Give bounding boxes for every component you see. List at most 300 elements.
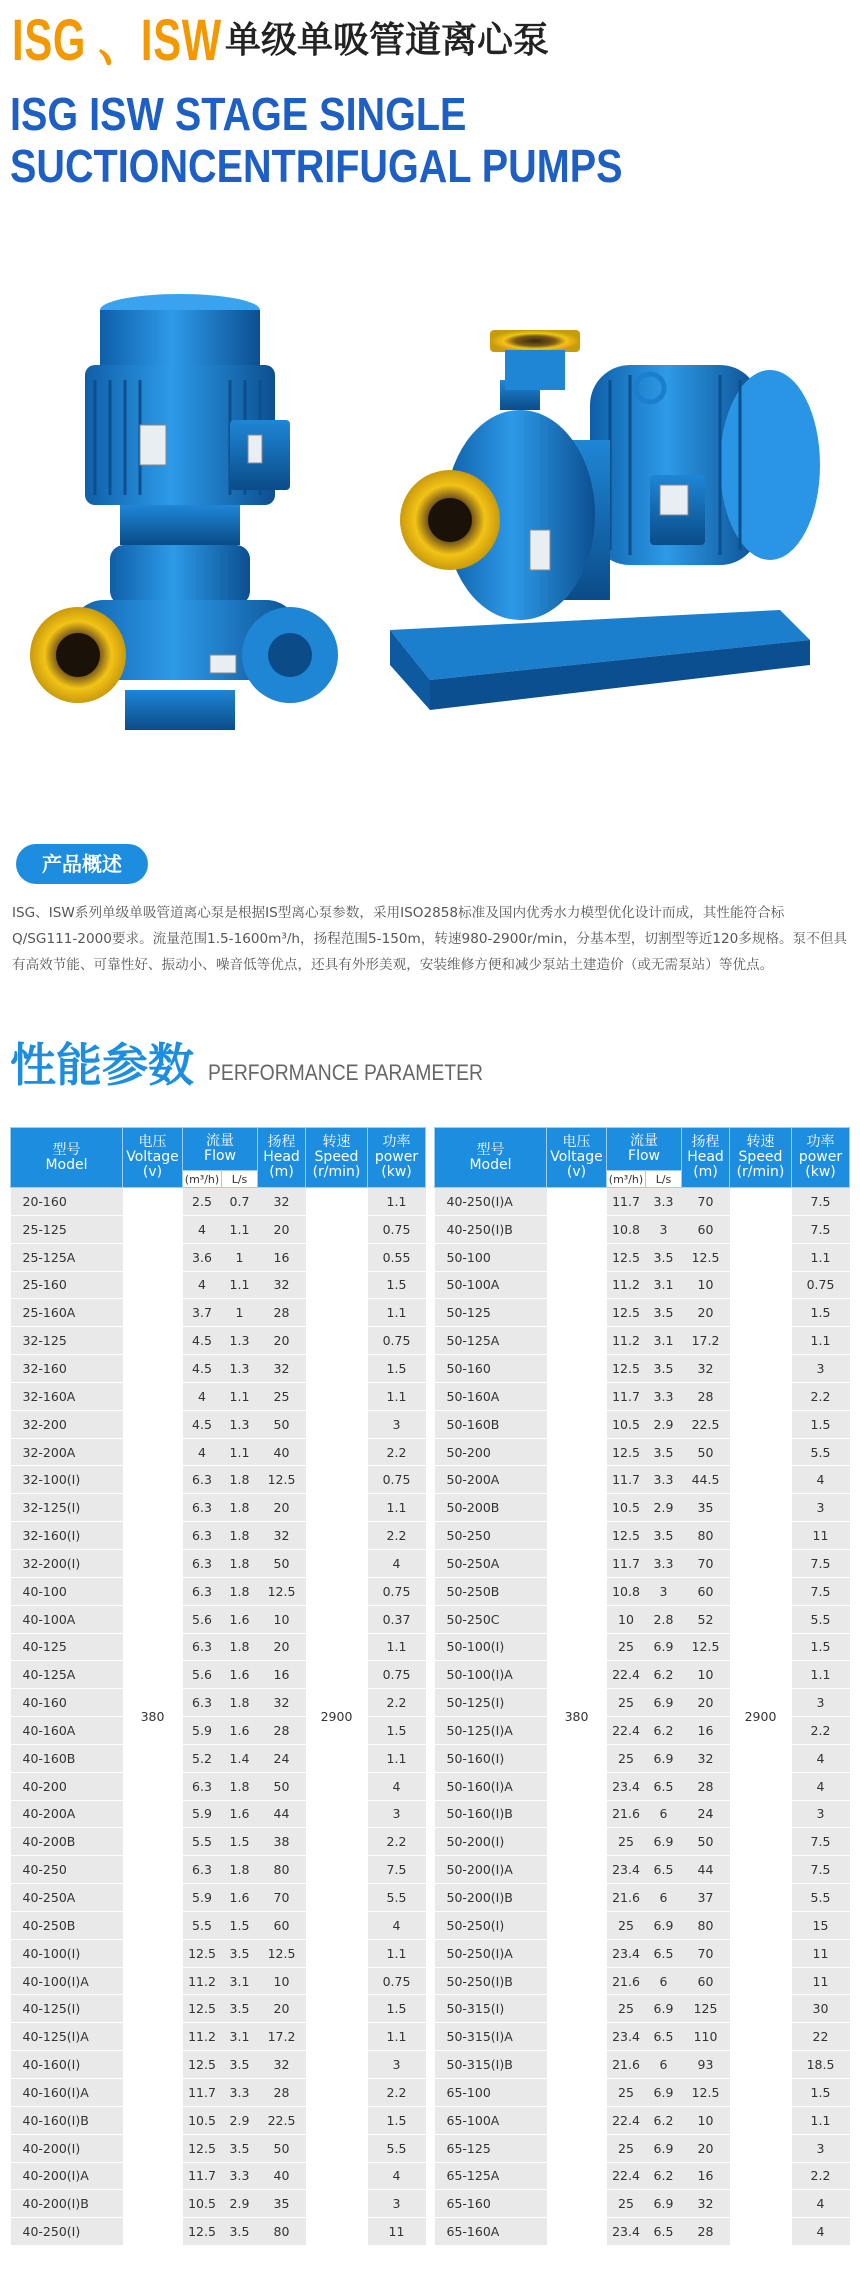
overview-text: ISG、ISW系列单级单吸管道离心泵是根据IS型离心泵参数，采用ISO2858标准及国内优秀水力模型优化设计而成，其性能符合标Q/SG111-2000要求。流量范围1.5-1600m³/h，扬程范围5-150m，转速980-2900r/min，分基本型，切割型等近120多规格。泵不但具有高效节能、可靠性好、振动小、噪音低等优点，还具有外形美观，安装维修方便和减少泵站土建造价（或无需泵站）等优点。 xyxy=(12,905,848,973)
cell-power: 2.2 xyxy=(368,1689,426,1717)
cell-flow-m3h: 3.6 xyxy=(183,1243,222,1271)
cell-flow-m3h: 23.4 xyxy=(607,1939,646,1967)
title-en-line1: ISG ISW STAGE SINGLE xyxy=(10,88,467,140)
cell-head: 28 xyxy=(682,1772,730,1800)
cell-flow-ls: 1.5 xyxy=(222,1828,258,1856)
cell-model: 50-200A xyxy=(435,1466,547,1494)
cell-flow-m3h: 12.5 xyxy=(607,1243,646,1271)
cell-flow-ls: 3.5 xyxy=(646,1522,682,1550)
cell-flow-m3h: 23.4 xyxy=(607,2218,646,2246)
cell-flow-ls: 2.8 xyxy=(646,1605,682,1633)
cell-model: 40-200(I)B xyxy=(11,2190,123,2218)
cell-head: 12.5 xyxy=(258,1466,306,1494)
cell-power: 1.1 xyxy=(368,1494,426,1522)
header-speed-line: 转速 xyxy=(322,1134,351,1150)
cell-power: 22 xyxy=(792,2023,850,2051)
cell-model: 50-315(I) xyxy=(435,1995,547,2023)
cell-model: 50-250(I) xyxy=(435,1911,547,1939)
cell-power: 4 xyxy=(792,2218,850,2246)
cell-model: 50-125(I)A xyxy=(435,1717,547,1745)
cell-model: 40-250B xyxy=(11,1911,123,1939)
cell-flow-m3h: 25 xyxy=(607,2079,646,2107)
cell-flow-ls: 1.6 xyxy=(222,1661,258,1689)
cell-head: 38 xyxy=(258,1828,306,1856)
cell-flow-m3h: 6.3 xyxy=(183,1577,222,1605)
cell-power: 2.2 xyxy=(368,1828,426,1856)
cell-flow-ls: 3.5 xyxy=(222,2051,258,2079)
header-head-line: (m) xyxy=(269,1164,294,1180)
cell-power: 1.1 xyxy=(368,2023,426,2051)
cell-model: 50-200 xyxy=(435,1438,547,1466)
cell-flow-ls: 6.2 xyxy=(646,2106,682,2134)
cell-model: 50-250(I)B xyxy=(435,1967,547,1995)
cell-head: 40 xyxy=(258,2162,306,2190)
cell-model: 32-160 xyxy=(11,1355,123,1383)
cell-power: 3 xyxy=(792,1355,850,1383)
header-speed-line: Speed xyxy=(738,1149,783,1165)
cell-flow-m3h: 11.2 xyxy=(607,1271,646,1299)
cell-head: 12.5 xyxy=(258,1939,306,1967)
cell-power: 1.5 xyxy=(792,1410,850,1438)
cell-flow-m3h: 11.2 xyxy=(183,2023,222,2051)
cell-power: 3 xyxy=(368,1800,426,1828)
cell-speed: 2900 xyxy=(730,1188,792,2246)
cell-flow-ls: 6 xyxy=(646,1800,682,1828)
cell-power: 3 xyxy=(368,2190,426,2218)
cell-flow-m3h: 22.4 xyxy=(607,2106,646,2134)
cell-flow-ls: 1.8 xyxy=(222,1856,258,1884)
cell-flow-ls: 3 xyxy=(646,1215,682,1243)
cell-head: 16 xyxy=(258,1243,306,1271)
header-voltage-line: 电压 xyxy=(138,1134,167,1150)
cell-power: 4 xyxy=(368,2162,426,2190)
cell-head: 50 xyxy=(682,1438,730,1466)
cell-model: 40-250(I)A xyxy=(435,1188,547,1216)
cell-flow-ls: 6.9 xyxy=(646,1995,682,2023)
cell-power: 15 xyxy=(792,1911,850,1939)
header-model xyxy=(435,1128,547,1188)
cell-power: 0.55 xyxy=(368,1243,426,1271)
cell-power: 7.5 xyxy=(792,1577,850,1605)
cell-flow-ls: 2.9 xyxy=(646,1410,682,1438)
cell-power: 0.75 xyxy=(792,1271,850,1299)
cell-model: 25-160A xyxy=(11,1299,123,1327)
cell-head: 50 xyxy=(682,1828,730,1856)
cell-power: 18.5 xyxy=(792,2051,850,2079)
cell-flow-ls: 3.5 xyxy=(646,1355,682,1383)
pump-illustrations xyxy=(0,270,860,760)
cell-flow-m3h: 11.2 xyxy=(183,1967,222,1995)
cell-flow-ls: 3.5 xyxy=(646,1438,682,1466)
cell-head: 16 xyxy=(682,1717,730,1745)
cell-head: 25 xyxy=(258,1382,306,1410)
cell-power: 4 xyxy=(792,1744,850,1772)
cell-power: 4 xyxy=(792,1466,850,1494)
cell-speed: 2900 xyxy=(306,1188,368,2246)
cell-power: 4 xyxy=(368,1772,426,1800)
cell-model: 32-200(I) xyxy=(11,1549,123,1577)
cell-head: 40 xyxy=(258,1438,306,1466)
cell-flow-m3h: 10.5 xyxy=(607,1494,646,1522)
cell-power: 4 xyxy=(368,1911,426,1939)
cell-flow-ls: 1.8 xyxy=(222,1772,258,1800)
cell-flow-m3h: 4 xyxy=(183,1438,222,1466)
header-voltage-line: 电压 xyxy=(562,1134,591,1150)
cell-flow-ls: 1.1 xyxy=(222,1438,258,1466)
cell-head: 32 xyxy=(258,1522,306,1550)
header-model-line: 型号 xyxy=(476,1141,505,1158)
cell-flow-ls: 3.1 xyxy=(646,1327,682,1355)
cell-power: 1.1 xyxy=(792,2106,850,2134)
cell-head: 10 xyxy=(258,1605,306,1633)
cell-flow-m3h: 12.5 xyxy=(607,1522,646,1550)
cell-flow-ls: 1.8 xyxy=(222,1466,258,1494)
cell-flow-ls: 6.5 xyxy=(646,1939,682,1967)
cell-flow-m3h: 5.2 xyxy=(183,1744,222,1772)
cell-flow-m3h: 5.6 xyxy=(183,1661,222,1689)
cell-flow-m3h: 6.3 xyxy=(183,1689,222,1717)
cell-head: 70 xyxy=(682,1188,730,1216)
cell-power: 11 xyxy=(792,1967,850,1995)
cell-flow-m3h: 25 xyxy=(607,1744,646,1772)
header-flow xyxy=(183,1128,258,1171)
cell-head: 44.5 xyxy=(682,1466,730,1494)
header-head-line: Head xyxy=(263,1149,300,1165)
header-model xyxy=(11,1128,123,1188)
header-flow xyxy=(607,1128,682,1171)
cell-flow-m3h: 2.5 xyxy=(183,1188,222,1216)
cell-model: 40-125 xyxy=(11,1633,123,1661)
cell-power: 1.1 xyxy=(792,1243,850,1271)
cell-model: 50-100A xyxy=(435,1271,547,1299)
cell-power: 5.5 xyxy=(368,1884,426,1912)
cell-flow-ls: 6.9 xyxy=(646,1633,682,1661)
cell-model: 32-160(I) xyxy=(11,1522,123,1550)
cell-flow-m3h: 11.7 xyxy=(183,2162,222,2190)
cell-head: 20 xyxy=(682,2134,730,2162)
cell-head: 93 xyxy=(682,2051,730,2079)
header-head-line: (m) xyxy=(693,1164,718,1180)
cell-model: 50-250(I)A xyxy=(435,1939,547,1967)
cell-flow-m3h: 4.5 xyxy=(183,1327,222,1355)
cell-model: 32-125(I) xyxy=(11,1494,123,1522)
cell-flow-ls: 1.3 xyxy=(222,1355,258,1383)
title-cn: 单级单吸管道离心泵 xyxy=(225,20,550,61)
cell-power: 30 xyxy=(792,1995,850,2023)
cell-power: 1.5 xyxy=(368,1995,426,2023)
cell-power: 4 xyxy=(792,2190,850,2218)
cell-model: 40-250A xyxy=(11,1884,123,1912)
cell-flow-m3h: 5.9 xyxy=(183,1717,222,1745)
header-power-line: 功率 xyxy=(806,1134,835,1150)
cell-head: 50 xyxy=(258,1549,306,1577)
cell-power: 1.5 xyxy=(368,1271,426,1299)
parameter-table-left xyxy=(10,1127,426,2246)
cell-flow-ls: 2.9 xyxy=(646,1494,682,1522)
cell-power: 5.5 xyxy=(792,1438,850,1466)
overview-label: 产品概述 xyxy=(16,844,148,884)
header-power-line: (kw) xyxy=(381,1164,412,1180)
title-en xyxy=(10,88,623,192)
cell-flow-ls: 3.5 xyxy=(222,2218,258,2246)
cell-power: 1.5 xyxy=(792,1299,850,1327)
cell-power: 2.2 xyxy=(792,1382,850,1410)
cell-model: 50-200(I)B xyxy=(435,1884,547,1912)
cell-flow-m3h: 23.4 xyxy=(607,1856,646,1884)
cell-power: 3 xyxy=(792,1494,850,1522)
cell-flow-m3h: 11.7 xyxy=(607,1188,646,1216)
header-flow-line: Flow xyxy=(204,1148,236,1165)
cell-power: 7.5 xyxy=(792,1215,850,1243)
cell-head: 20 xyxy=(258,1215,306,1243)
cell-model: 50-315(I)B xyxy=(435,2051,547,2079)
header-model-line: Model xyxy=(45,1156,88,1173)
cell-flow-m3h: 6.3 xyxy=(183,1522,222,1550)
cell-head: 17.2 xyxy=(682,1327,730,1355)
cell-power: 1.1 xyxy=(368,1299,426,1327)
cell-flow-ls: 3.5 xyxy=(222,1939,258,1967)
cell-voltage: 380 xyxy=(123,1188,183,2246)
cell-model: 40-125(I)A xyxy=(11,2023,123,2051)
cell-power: 5.5 xyxy=(792,1884,850,1912)
cell-model: 40-160B xyxy=(11,1744,123,1772)
header-voltage-line: Voltage xyxy=(550,1149,603,1165)
cell-power: 1.5 xyxy=(368,1355,426,1383)
cell-head: 22.5 xyxy=(682,1410,730,1438)
cell-flow-ls: 6.9 xyxy=(646,1828,682,1856)
cell-power: 1.1 xyxy=(368,1939,426,1967)
cell-flow-ls: 3.1 xyxy=(222,1967,258,1995)
cell-head: 24 xyxy=(258,1744,306,1772)
cell-flow-m3h: 25 xyxy=(607,1828,646,1856)
cell-power: 7.5 xyxy=(368,1856,426,1884)
cell-model: 40-100 xyxy=(11,1577,123,1605)
vertical-pump-image xyxy=(30,294,338,730)
header-power xyxy=(792,1128,850,1188)
cell-head: 20 xyxy=(258,1633,306,1661)
cell-power: 11 xyxy=(792,1522,850,1550)
cell-head: 17.2 xyxy=(258,2023,306,2051)
cell-head: 20 xyxy=(258,1494,306,1522)
cell-model: 50-250A xyxy=(435,1549,547,1577)
title-en-line2: SUCTIONCENTRIFUGAL PUMPS xyxy=(10,140,623,192)
cell-flow-m3h: 23.4 xyxy=(607,2023,646,2051)
cell-flow-m3h: 21.6 xyxy=(607,1884,646,1912)
cell-flow-ls: 6.5 xyxy=(646,1772,682,1800)
cell-flow-m3h: 22.4 xyxy=(607,1717,646,1745)
header-flow-line: 流量 xyxy=(206,1133,234,1150)
header-power-line: power xyxy=(798,1149,843,1165)
cell-model: 50-160B xyxy=(435,1410,547,1438)
cell-power: 2.2 xyxy=(368,1522,426,1550)
cell-flow-ls: 1.8 xyxy=(222,1577,258,1605)
cell-head: 28 xyxy=(258,1717,306,1745)
cell-flow-m3h: 10.5 xyxy=(183,2106,222,2134)
cell-flow-ls: 3.5 xyxy=(222,2134,258,2162)
cell-model: 50-200(I)A xyxy=(435,1856,547,1884)
cell-flow-ls: 6.9 xyxy=(646,2134,682,2162)
cell-head: 24 xyxy=(682,1800,730,1828)
cell-head: 10 xyxy=(258,1967,306,1995)
cell-flow-ls: 3.3 xyxy=(646,1549,682,1577)
cell-flow-ls: 1 xyxy=(222,1299,258,1327)
cell-flow-ls: 1.8 xyxy=(222,1689,258,1717)
cell-model: 40-250(I)B xyxy=(435,1215,547,1243)
header-flow-ls: L/s xyxy=(222,1171,258,1188)
cell-flow-ls: 1.6 xyxy=(222,1884,258,1912)
cell-model: 50-160(I) xyxy=(435,1744,547,1772)
header-flow-m3: (m³/h) xyxy=(607,1171,646,1188)
cell-head: 32 xyxy=(682,1355,730,1383)
cell-flow-m3h: 4.5 xyxy=(183,1410,222,1438)
cell-power: 0.37 xyxy=(368,1605,426,1633)
cell-head: 10 xyxy=(682,1271,730,1299)
cell-model: 50-125(I) xyxy=(435,1689,547,1717)
cell-flow-ls: 6.9 xyxy=(646,1689,682,1717)
cell-head: 80 xyxy=(258,1856,306,1884)
cell-power: 1.5 xyxy=(792,1633,850,1661)
cell-head: 32 xyxy=(682,2190,730,2218)
cell-head: 28 xyxy=(258,1299,306,1327)
cell-power: 5.5 xyxy=(368,2134,426,2162)
header-voltage-line: (v) xyxy=(566,1164,587,1180)
cell-head: 60 xyxy=(258,1911,306,1939)
cell-model: 50-100 xyxy=(435,1243,547,1271)
cell-model: 40-160(I) xyxy=(11,2051,123,2079)
parameter-table-right xyxy=(434,1127,850,2246)
cell-head: 80 xyxy=(682,1522,730,1550)
header-speed-line: 转速 xyxy=(746,1134,775,1150)
header-head-line: Head xyxy=(687,1149,724,1165)
cell-model: 20-160 xyxy=(11,1188,123,1216)
cell-head: 52 xyxy=(682,1605,730,1633)
cell-head: 20 xyxy=(258,1327,306,1355)
cell-model: 50-250B xyxy=(435,1577,547,1605)
cell-flow-ls: 6.5 xyxy=(646,2218,682,2246)
cell-flow-m3h: 10.5 xyxy=(607,1410,646,1438)
cell-flow-ls: 6.2 xyxy=(646,1717,682,1745)
cell-head: 10 xyxy=(682,2106,730,2134)
cell-flow-ls: 3.1 xyxy=(222,2023,258,2051)
cell-power: 3 xyxy=(792,1800,850,1828)
cell-model: 50-315(I)A xyxy=(435,2023,547,2051)
header-power-line: (kw) xyxy=(805,1164,836,1180)
cell-flow-ls: 6.9 xyxy=(646,2190,682,2218)
cell-model: 50-160A xyxy=(435,1382,547,1410)
title-row xyxy=(12,8,550,73)
cell-head: 16 xyxy=(258,1661,306,1689)
cell-flow-ls: 1.3 xyxy=(222,1327,258,1355)
cell-model: 40-125A xyxy=(11,1661,123,1689)
cell-model: 40-125(I) xyxy=(11,1995,123,2023)
cell-head: 20 xyxy=(258,1995,306,2023)
cell-model: 25-125 xyxy=(11,1215,123,1243)
cell-flow-ls: 1.6 xyxy=(222,1717,258,1745)
cell-flow-m3h: 22.4 xyxy=(607,2162,646,2190)
cell-flow-ls: 1.8 xyxy=(222,1494,258,1522)
cell-power: 0.75 xyxy=(368,1577,426,1605)
cell-flow-m3h: 5.5 xyxy=(183,1828,222,1856)
cell-flow-ls: 0.7 xyxy=(222,1188,258,1216)
cell-model: 40-250(I) xyxy=(11,2218,123,2246)
performance-heading xyxy=(10,1035,521,1095)
cell-head: 70 xyxy=(682,1939,730,1967)
cell-flow-ls: 1.4 xyxy=(222,1744,258,1772)
cell-flow-m3h: 10.8 xyxy=(607,1577,646,1605)
cell-flow-ls: 6.2 xyxy=(646,2162,682,2190)
cell-head: 110 xyxy=(682,2023,730,2051)
cell-power: 11 xyxy=(368,2218,426,2246)
cell-flow-m3h: 12.5 xyxy=(183,2218,222,2246)
cell-power: 4 xyxy=(792,1772,850,1800)
cell-flow-ls: 1.8 xyxy=(222,1549,258,1577)
cell-flow-m3h: 10 xyxy=(607,1605,646,1633)
cell-flow-m3h: 21.6 xyxy=(607,1967,646,1995)
cell-flow-ls: 1.5 xyxy=(222,1911,258,1939)
cell-head: 28 xyxy=(258,2079,306,2107)
cell-model: 40-160(I)A xyxy=(11,2079,123,2107)
cell-model: 65-160A xyxy=(435,2218,547,2246)
header-flow-line: Flow xyxy=(628,1148,660,1165)
cell-flow-ls: 1.6 xyxy=(222,1800,258,1828)
cell-flow-ls: 1 xyxy=(222,1243,258,1271)
cell-flow-m3h: 4 xyxy=(183,1382,222,1410)
cell-flow-m3h: 11.2 xyxy=(607,1327,646,1355)
cell-power: 11 xyxy=(792,1939,850,1967)
cell-flow-m3h: 23.4 xyxy=(607,1772,646,1800)
cell-power: 3 xyxy=(792,1689,850,1717)
cell-flow-m3h: 25 xyxy=(607,2190,646,2218)
cell-flow-ls: 2.9 xyxy=(222,2190,258,2218)
cell-head: 44 xyxy=(682,1856,730,1884)
header-speed-line: (r/min) xyxy=(312,1164,361,1180)
cell-power: 4 xyxy=(368,1549,426,1577)
header-power-line: 功率 xyxy=(382,1134,411,1150)
cell-head: 28 xyxy=(682,2218,730,2246)
cell-model: 25-125A xyxy=(11,1243,123,1271)
header-power xyxy=(368,1128,426,1188)
cell-power: 1.1 xyxy=(368,1744,426,1772)
header-model-line: Model xyxy=(469,1156,512,1173)
cell-flow-m3h: 12.5 xyxy=(607,1299,646,1327)
cell-power: 0.75 xyxy=(368,1327,426,1355)
cell-head: 12.5 xyxy=(682,2079,730,2107)
cell-model: 40-160(I)B xyxy=(11,2106,123,2134)
cell-head: 32 xyxy=(258,1689,306,1717)
cell-model: 40-100(I)A xyxy=(11,1967,123,1995)
cell-flow-ls: 3 xyxy=(646,1577,682,1605)
cell-power: 3 xyxy=(792,2134,850,2162)
cell-power: 2.2 xyxy=(792,1717,850,1745)
cell-head: 32 xyxy=(258,1355,306,1383)
cell-flow-ls: 6 xyxy=(646,2051,682,2079)
header-speed xyxy=(306,1128,368,1188)
cell-head: 35 xyxy=(682,1494,730,1522)
cell-power: 7.5 xyxy=(792,1828,850,1856)
cell-flow-ls: 6.9 xyxy=(646,1911,682,1939)
header-power-line: power xyxy=(374,1149,419,1165)
cell-model: 50-125 xyxy=(435,1299,547,1327)
cell-power: 1.1 xyxy=(792,1661,850,1689)
cell-flow-m3h: 12.5 xyxy=(607,1355,646,1383)
header-voltage-line: (v) xyxy=(142,1164,163,1180)
cell-head: 12.5 xyxy=(258,1577,306,1605)
cell-power: 1.1 xyxy=(368,1633,426,1661)
cell-model: 40-160A xyxy=(11,1717,123,1745)
cell-head: 32 xyxy=(258,1188,306,1216)
cell-flow-ls: 1.8 xyxy=(222,1633,258,1661)
cell-model: 65-100A xyxy=(435,2106,547,2134)
